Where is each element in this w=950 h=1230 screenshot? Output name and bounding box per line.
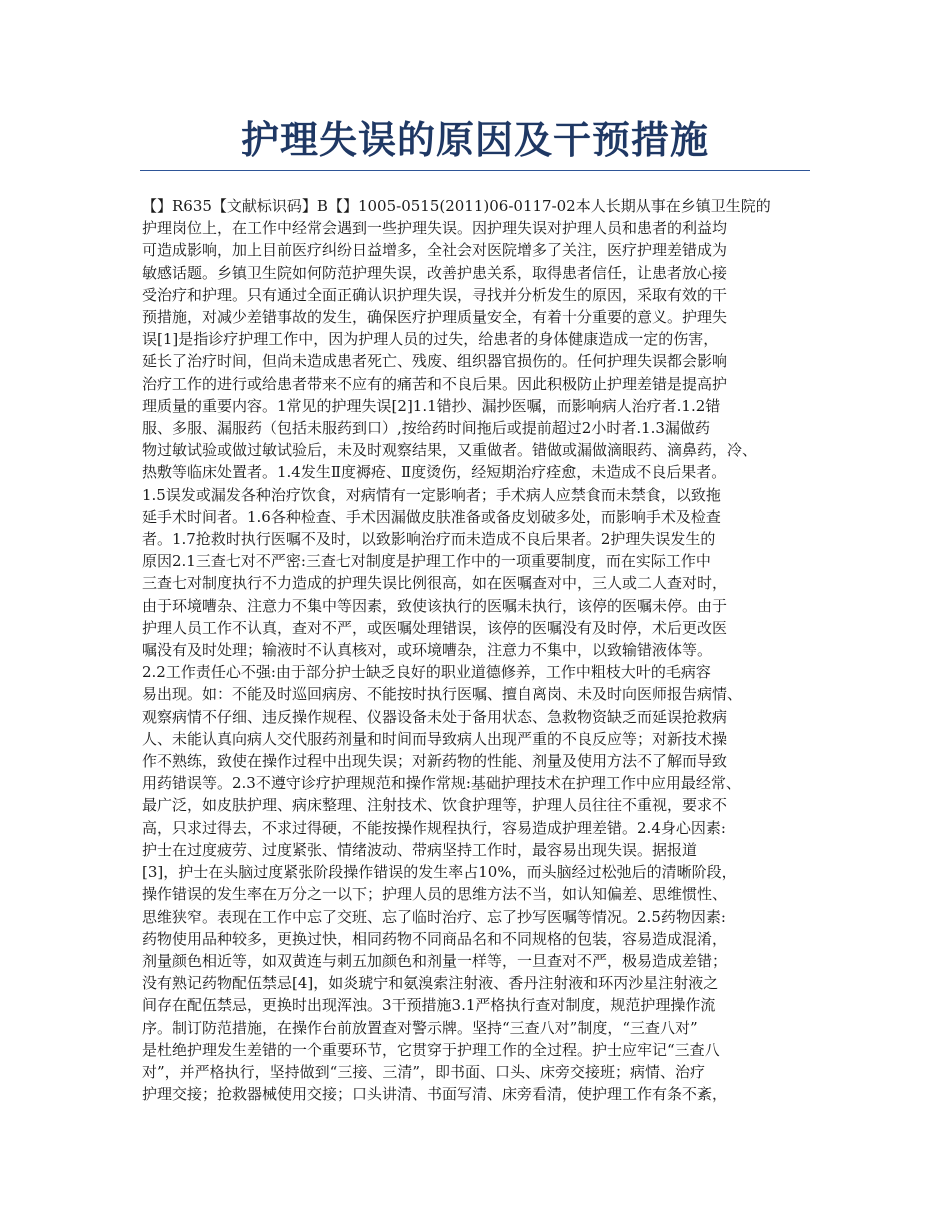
title-underline: [140, 170, 810, 171]
document-body: 【】R635【文献标识码】B【】1005-0515(2011)06-0117-02本人长期从事在乡镇卫生院的 护理岗位上，在工作中经常会遇到一些护理失误。因护理失误对护理人员和患者的利益均 可造成影响，加上目前医疗纠纷日益增多，全社会对医院增多了关注，医疗护理差错成为 敏感话题。乡镇卫生院如何防范护理失误，改善护患关系，取得患者信任，让患者放心接 受治疗和护理。只有通过全面正确认识护理失误，寻找并分析发生的原因，采取有效的干 预措施，对减少差错事故的发生，确保医疗护理质量安全，有着十分重要的意义。护理失 误[1]是指诊疗护理工作中，因为护理人员的过失，给患者的身体健康造成一定的伤害， 延长了治疗时间，但尚未造成患者死亡、残废、组织器官损伤的。任何护理失误都会影响 治疗工作的进行或给患者带来不应有的痛苦和不良后果。因此积极防止护理差错是提高护 理质量的重要内容。1常见的护理失误[2]1.1错抄、漏抄医嘱，而影响病人治疗者.1.2错 服、多服、漏服药（包括未服药到口）,按给药时间拖后或提前超过2小时者.1.3漏做药 物过敏试验或做过敏试验后，未及时观察结果，又重做者。错做或漏做滴眼药、滴鼻药，冷、 热敷等临床处置者。1.4发生Ⅱ度褥疮、Ⅱ度烫伤，经短期治疗痊愈，未造成不良后果者。 1.5误发或漏发各种治疗饮食，对病情有一定影响者；手术病人应禁食而未禁食，以致拖 延手术时间者。1.6各种检查、手术因漏做皮肤准备或备皮划破多处，而影响手术及检查 者。1.7抢救时执行医嘱不及时，以致影响治疗而未造成不良后果者。2护理失误发生的 原因2.1三查七对不严密:三查七对制度是护理工作中的一项重要制度，而在实际工作中 三查七对制度执行不力造成的护理失误比例很高，如在医嘱查对中，三人或二人查对时， 由于环境嘈杂、注意力不集中等因素，致使该执行的医嘱未执行，该停的医嘱未停。由于 护理人员工作不认真，查对不严，或医嘱处理错误，该停的医嘱没有及时停，术后更改医 嘱没有及时处理；输液时不认真核对，或环境嘈杂，注意力不集中，以致输错液体等。 2.2工作责任心不强:由于部分护士缺乏良好的职业道德修养，工作中粗枝大叶的毛病容 易出现。如：不能及时巡回病房、不能按时执行医嘱、擅自离岗、未及时向医师报告病情、 观察病情不仔细、违反操作规程、仪器设备未处于备用状态、急救物资缺乏而延误抢救病 人、未能认真向病人交代服药剂量和时间而导致病人出现严重的不良反应等；对新技术操 作不熟练，致使在操作过程中出现失误；对新药物的性能、剂量及使用方法不了解而导致 用药错误等。2.3不遵守诊疗护理规范和操作常规:基础护理技术在护理工作中应用最经常、 最广泛，如皮肤护理、病床整理、注射技术、饮食护理等，护理人员往往不重视，要求不 高，只求过得去，不求过得硬，不能按操作规程执行，容易造成护理差错。2.4身心因素: 护士在过度疲劳、过度紧张、情绪波动、带病坚持工作时，最容易出现失误。据报道 [3]，护士在头脑过度紧张阶段操作错误的发生率占10%，而头脑经过松弛后的清晰阶段， 操作错误的发生率在万分之一以下；护理人员的思维方法不当，如认知偏差、思维惯性、 思维狭窄。表现在工作中忘了交班、忘了临时治疗、忘了抄写医嘱等情况。2.5药物因素: 药物使用品种较多，更换过快，相同药物不同商品名和不同规格的包装，容易造成混淆， 剂量颜色相近等，如双黄连与刺五加颜色和剂量一样等，一旦查对不严，极易造成差错； 没有熟记药物配伍禁忌[4]，如炎琥宁和氨溴索注射液、香丹注射液和环丙沙星注射液之 间存在配伍禁忌，更换时出现浑浊。3干预措施3.1严格执行查对制度，规范护理操作流 序。制订防范措施，在操作台前放置查对警示牌。坚持“三查八对”制度，“三查八对” 是杜绝护理发生差错的一个重要环节，它贯穿于护理工作的全过程。护士应牢记“三查八 对”，并严格执行，坚持做到“三接、三清”，即书面、口头、床旁交接班；病情、治疗 护理交接；抢救器械使用交接；口头讲清、书面写清、床旁看清，使护理工作有条不紊，: [142, 197, 771, 1104]
document-title: 护理失误的原因及干预措施: [240, 118, 709, 162]
